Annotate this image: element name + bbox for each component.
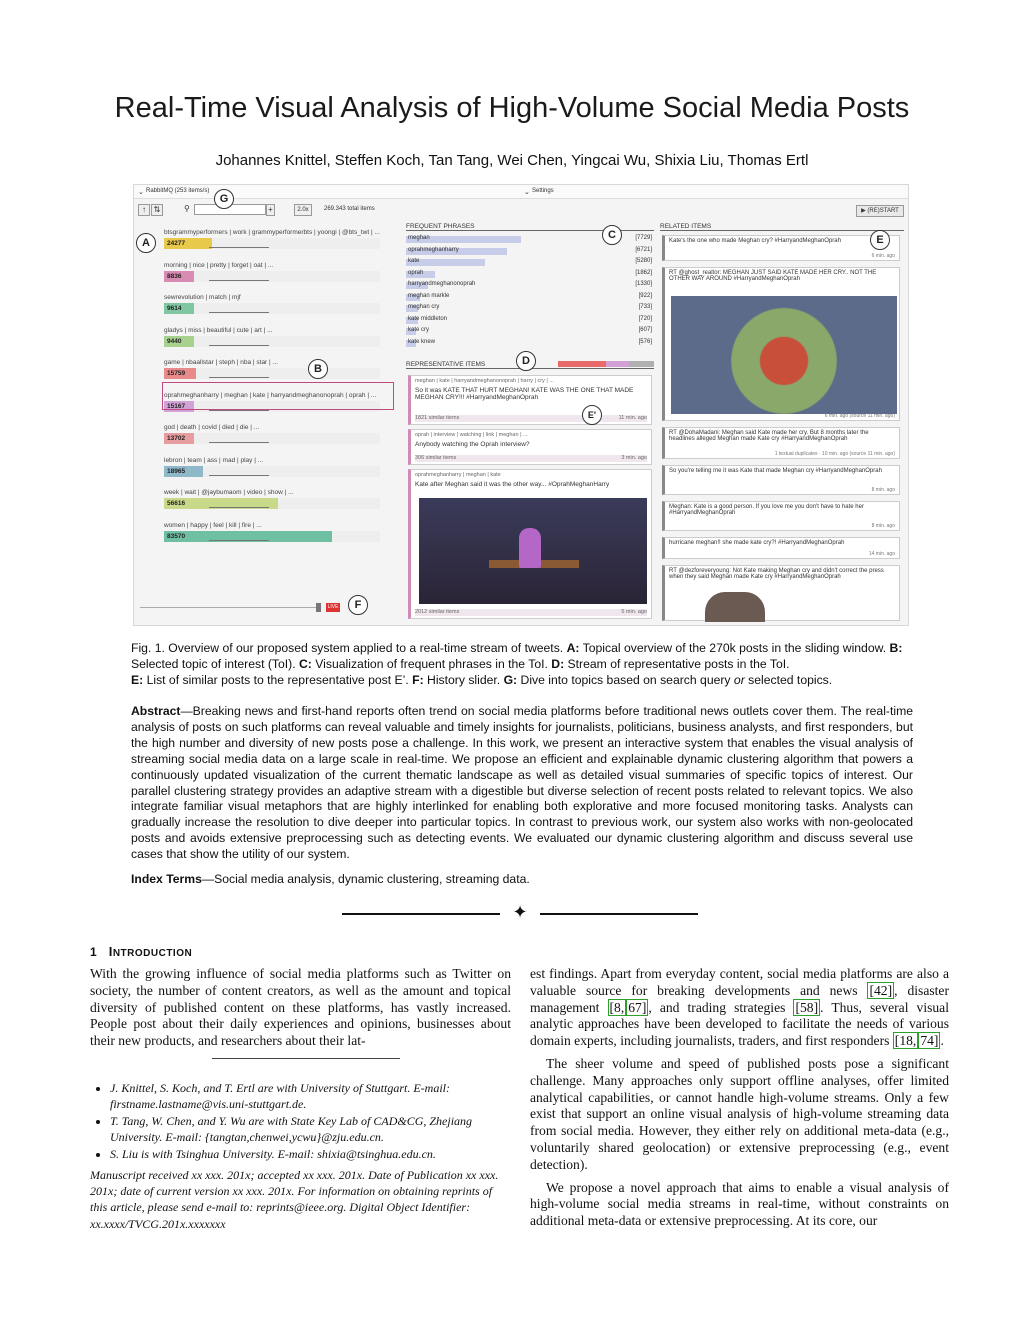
topic-sparkline — [209, 309, 269, 313]
phrase-text: meghan — [408, 235, 430, 241]
topic-count-bar: 18965 — [164, 466, 203, 477]
paragraph-2: The sheer volume and speed of published posts pose a significant challenge. Many approaches only support offline analyses, offer limited analytical capabilities, or cannot handle high-volume streams. Only a few exist that support an online visual analysis of high-volume streaming data from social media. However, they either rely on additional meta-data (e.g., voluntarily shared geolocation) or extensive preprocessing (e.g., event detection). — [530, 1055, 949, 1172]
phrase-count: [5280] — [635, 258, 652, 264]
post-keywords: oprah | interview | watching | link | meghan | ... — [415, 432, 528, 438]
frequent-phrases-header: FREQUENT PHRASES — [406, 223, 654, 231]
representative-post-3 — [408, 469, 652, 619]
topic-keywords: oprahmeghanharry | meghan | kate | harryandmeghanonoprah | oprah | ... — [164, 391, 377, 399]
topic-row — [164, 489, 384, 515]
paragraph-3: We propose a novel approach that aims to enable a visual analysis of high-volume social media streams in real-time, without constraints on additional meta-data or extensive preprocessing. At its core, our — [530, 1179, 949, 1229]
total-items-label: 269.343 total items — [324, 206, 375, 212]
abstract — [131, 704, 913, 863]
topic-count-bar: 83570 — [164, 531, 332, 542]
phrase-text: kate middleton — [408, 315, 448, 322]
section-title-first: I — [108, 944, 113, 959]
manuscript-note: Manuscript received xx xxx. 201x; accepted xx xxx. 201x. Date of Publication xx xxx. 201x; date of current version xx xxx. 201x. For information on obtaining reprints of this article, please send e-mail to: reprints@ieee.org. Digital Object Identifier: xx.xxxx/TVCG.201x.xxxxxxx — [90, 1168, 499, 1231]
phrase-count: [1330] — [635, 281, 652, 287]
post-time: 11 min. ago — [618, 415, 647, 421]
live-badge: LIVE — [327, 604, 339, 610]
settings-label: Settings — [532, 188, 554, 194]
figure-caption — [131, 640, 913, 688]
figure-number: Fig. 1. — [131, 641, 165, 655]
footnote-item: • J. Knittel, S. Koch, and T. Ertl are with University of Stuttgart. E-mail: firstname.lastname@vis.uni-stuttgart.de. — [110, 1080, 511, 1113]
topic-keywords: btsgrammyperformers | work | grammyperformerbts | yoongi | @bts_twt | ... — [164, 229, 380, 236]
phrase-row — [406, 304, 654, 313]
related-time: 14 min. ago — [868, 551, 895, 557]
topic-sparkline — [209, 244, 269, 248]
phrase-row — [406, 258, 654, 267]
related-text: RT @ghost_realtor: MEGHAN JUST SAID KATE MADE HER CRY.. NOT THE OTHER WAY AROUND #HarryandMeghanOprah — [669, 270, 877, 282]
similar-count: 2012 similar items — [415, 609, 460, 615]
zoom-level: 2.0x — [294, 204, 312, 216]
caption-b-key: B: — [889, 641, 903, 655]
post-keywords: oprahmeghanharry | meghan | kate — [415, 472, 501, 478]
related-item-2 — [662, 267, 900, 421]
caption-d: Stream of representative posts in the ToI. — [567, 657, 790, 671]
related-item-3 — [662, 427, 900, 459]
search-icon: ⚲ — [184, 204, 190, 213]
footnote-rule — [212, 1058, 400, 1059]
topic-sparkline — [209, 472, 269, 476]
topic-row — [164, 522, 384, 548]
related-text: hurricane meghan!! she made kate cry?! #HarryandMeghanOprah — [669, 540, 845, 546]
caption-d-key: D: — [551, 657, 565, 671]
topic-sparkline — [209, 537, 269, 541]
callout-a: A — [136, 233, 156, 253]
phrase-text: oprah — [408, 269, 424, 276]
topic-track — [164, 336, 380, 347]
topic-count-bar: 56616 — [164, 498, 278, 509]
representative-post-2 — [408, 429, 652, 465]
figure-topbar — [134, 185, 908, 199]
topic-row — [164, 424, 384, 450]
index-terms — [131, 871, 913, 887]
sort-down-icon: ⇅ — [151, 204, 163, 216]
topic-keywords: game | nbaallstar | steph | nba | star | ... — [164, 359, 278, 366]
phrase-row — [406, 247, 654, 256]
topic-track — [164, 368, 380, 379]
divider-line-left — [342, 913, 500, 915]
topic-sparkline — [209, 504, 269, 508]
text-run: , disaster management — [530, 982, 949, 1015]
phrase-row — [406, 293, 654, 302]
callout-g: G — [214, 189, 234, 209]
topic-count-bar: 13702 — [164, 433, 194, 444]
related-video-thumbnail — [705, 592, 765, 622]
related-time: 8 min. ago — [871, 487, 895, 493]
phrase-row — [406, 316, 654, 325]
related-item-6 — [662, 537, 900, 559]
chevron-down-icon: ⌄ — [138, 189, 144, 196]
section-divider — [342, 904, 698, 924]
figure-toolbar — [134, 203, 384, 217]
phrase-text: meghan cry — [408, 304, 440, 310]
author-list: Johannes Knittel, Steffen Koch, Tan Tang, Wei Chen, Yingcai Wu, Shixia Liu, Thomas Ertl — [215, 152, 809, 169]
citation-link[interactable]: [8, — [609, 999, 625, 1015]
phrase-text: harryandmeghanonoprah — [408, 281, 476, 287]
image-character — [519, 528, 541, 568]
topic-count-bar: 24277 — [164, 238, 212, 249]
citation-link[interactable]: 74] — [920, 1033, 939, 1049]
phrase-count: [576] — [638, 338, 652, 345]
teaser-figure — [133, 184, 909, 626]
topic-keywords: gladys | miss | beautiful | cute | art | ... — [164, 326, 273, 334]
index-terms-label: Index Terms — [131, 872, 202, 886]
related-text: Meghan: Kate is a good person. If you love me you don't have to hate her #HarryandMeghanOprah — [669, 504, 864, 516]
post-text: So it was KATE THAT HURT MEGHAN! KATE WAS THE ONE THAT MADE MEGHAN CRY!!! #HarryandMeghanOprah — [415, 387, 634, 401]
footnote-item: • S. Liu is with Tsinghua University. E-mail: shixia@tsinghua.edu.cn. — [110, 1146, 511, 1162]
related-item-4 — [662, 465, 900, 495]
topic-sparkline — [209, 439, 269, 443]
caption-b: Selected topic of interest (ToI). — [131, 657, 296, 671]
abstract-label: Abstract — [131, 704, 181, 718]
post-footer — [415, 609, 647, 616]
phrase-text: kate — [408, 258, 420, 264]
sort-up-icon: ↑ — [138, 204, 150, 216]
topic-keywords: lebron | team | ass | mad | play | ... — [164, 456, 264, 464]
topic-keywords: week | wait | @jaybumaom | video | show | ... — [164, 489, 294, 496]
phrase-text: kate knew — [408, 338, 436, 345]
caption-f-key: F: — [412, 673, 424, 687]
phrase-count: [7729] — [635, 235, 652, 241]
phrase-row — [406, 327, 654, 336]
history-slider — [140, 603, 340, 613]
caption-e-key: E: — [131, 673, 144, 687]
stream-source-label: RabbitMQ (253 items/s) — [146, 188, 210, 194]
post-text: Anybody watching the Oprah interview? — [415, 441, 530, 448]
index-terms-text: —Social media analysis, dynamic clustering, streaming data. — [201, 872, 530, 886]
topic-track — [164, 303, 380, 314]
similar-count: 306 similar items — [415, 455, 457, 461]
related-items-header: RELATED ITEMS — [660, 223, 904, 231]
slider-handle — [316, 603, 321, 612]
caption-a-key: A: — [566, 641, 580, 655]
topic-sparkline — [209, 342, 269, 346]
callout-b: B — [308, 359, 328, 379]
settings-chevron-icon: ⌄ — [524, 189, 530, 196]
topic-sparkline — [209, 374, 269, 378]
topic-keywords: god | death | covid | died | die | ... — [164, 424, 260, 431]
citation-link[interactable]: 67] — [628, 999, 647, 1015]
divider-line-right — [540, 913, 698, 915]
related-item-5 — [662, 501, 900, 531]
caption-a: Topical overview of the 270k posts in the sliding window. — [582, 641, 887, 655]
phrase-row — [406, 339, 654, 348]
similar-count: 1821 similar items — [415, 415, 460, 421]
related-time: 6 min. ago — [871, 253, 895, 259]
related-items-panel — [660, 208, 904, 621]
callout-e-prime: E' — [582, 405, 602, 425]
topic-keywords: women | happy | feel | kill | fire | ... — [164, 521, 262, 529]
related-time: 6 min. ago (source 11 min. ago) — [824, 413, 895, 419]
phrase-count: [6721] — [635, 246, 652, 253]
topic-overview — [134, 221, 394, 621]
caption-g2: selected topics. — [748, 673, 833, 687]
related-text: Kate's the one who made Meghan cry? #HarryandMeghanOprah — [669, 238, 841, 244]
phrase-count: [922] — [638, 292, 652, 299]
callout-f: F — [348, 595, 368, 615]
restart-label: (RE)START — [867, 208, 899, 214]
abstract-text: —Breaking news and first-hand reports often trend on social media platforms before traditional news outlets cover them. The real-time analysis of posts on such platforms can reveal valuable and timely insights for journalists, politicians, business analysts, and first responders, but the high number and diversity of new posts pose a challenge. In this work, we present an interactive system that enables the visual analysis of streaming social media data on a large scale in real-time. We propose an efficient and explainable dynamic clustering algorithm that powers a continuously updated visualization of the current thematic landscape as well as detailed visual summaries of specific topics of interest. Our parallel clustering strategy provides an adaptive stream with a digestible but diverse selection of recent posts related to relevant topics. We also integrate familiar visual metaphors that are highly interlinked for enabling both explorative and more focused monitoring tasks. Analysts can gradually increase the resolution to dive deeper into particular topics. In contrast to previous work, our system also works with non-geolocated posts and avoids extensive preprocessing such as detecting events. We evaluated our dynamic clustering algorithm and discuss several use cases that show the utility of our system. — [131, 704, 913, 862]
post-text: Kate after Meghan said it was the other way... #OprahMeghanHarry — [415, 481, 610, 488]
section-title-rest: NTRODUCTION — [112, 948, 193, 959]
add-icon: + — [266, 204, 275, 216]
related-text: RT @dezforeveryoung: Not Kate making Meghan cry and didn't correct the press when they said Meghan made Kate cry #HarryandMeghanOprah — [669, 568, 884, 580]
caption-intro: Overview of our proposed system applied to a real-time stream of tweets. — [168, 641, 564, 655]
post-time: 3 min. ago — [621, 455, 647, 461]
topic-sparkline — [209, 277, 269, 281]
representative-post-1 — [408, 375, 652, 425]
callout-e: E — [870, 230, 890, 250]
caption-e: List of similar posts to the representative post E’. — [146, 673, 409, 687]
related-item-1 — [662, 235, 900, 261]
phrase-count: [607] — [638, 327, 652, 333]
topic-count-bar: 9614 — [164, 303, 194, 314]
citation-link[interactable]: [18, — [894, 1033, 917, 1049]
callout-d: D — [516, 351, 536, 371]
text-run: , and trading strategies — [648, 999, 794, 1015]
divider-ornament-icon: ✦ — [512, 902, 528, 922]
phrase-row — [406, 281, 654, 290]
phrase-text: kate cry — [408, 327, 430, 333]
post-keywords: meghan | kate | harryandmeghanonoprah | harry | cry | ... — [415, 378, 554, 384]
related-time: 8 min. ago — [871, 523, 895, 529]
citation-link[interactable]: [42] — [869, 982, 893, 998]
representative-items-header: REPRESENTATIVE ITEMS — [406, 361, 654, 369]
caption-g1: Dive into topics based on search query — [520, 673, 731, 687]
related-time: 1 textual duplicates · 10 min. ago (source 11 min. ago) — [774, 451, 895, 457]
selected-topic-highlight — [162, 382, 394, 410]
topic-keywords: morning | nice | pretty | forget | oat | ... — [164, 261, 274, 269]
affiliation-footnotes — [90, 1080, 511, 1162]
topic-count-bar: 15759 — [164, 368, 196, 379]
caption-c-key: C: — [299, 657, 312, 671]
paragraph-1 — [530, 966, 949, 1050]
caption-g-or: or — [733, 673, 745, 687]
post-time: 5 min. ago — [621, 609, 647, 615]
citation-link[interactable]: [58] — [795, 999, 819, 1015]
caption-c: Visualization of frequent phrases in the ToI. — [315, 657, 548, 671]
phrase-and-representative-panel — [406, 221, 654, 621]
related-text: RT @DohaMadani: Meghan said Kate made her cry. But 8 months later the headlines alleged Meghan made Kate cry #HarryandMeghanOprah — [669, 430, 869, 442]
topic-count-bar: 8836 — [164, 271, 194, 282]
paper-title: Real-Time Visual Analysis of High-Volume Social Media Posts — [114, 92, 910, 124]
representative-color-strip — [558, 361, 654, 367]
footnote-item: • T. Tang, W. Chen, and Y. Wu are with State Key Lab of CAD&CG, Zhejiang University. E-mail: {tangtan,chenwei,ycwu}@zju.edu.cn. — [110, 1113, 511, 1146]
post-image — [419, 498, 647, 604]
topic-row — [164, 457, 384, 483]
text-run: . Thus, several visual analytic approaches have been developed to facilitate the needs of various domain experts, including journalists, traders, and first responders — [530, 999, 949, 1049]
topic-keywords: sewrevolution | match | mjf — [164, 294, 241, 301]
body-left-column: With the growing influence of social media platforms such as Twitter on society, the number of content creators, as well as the amount and topical diversity of published content on these platforms, has vastly increased. People post about their daily experiences and opinions, businesses about their new products, and researchers about their lat- — [90, 966, 511, 1049]
phrase-count: [1862] — [635, 269, 652, 276]
topic-track — [164, 271, 380, 282]
related-meme-image — [671, 296, 897, 414]
topic-count-bar: 9440 — [164, 336, 194, 347]
topic-track — [164, 433, 380, 444]
section-number: 1 — [90, 945, 98, 959]
phrase-count: [733] — [638, 304, 652, 310]
phrase-text: meghan markle — [408, 292, 450, 299]
caption-f: History slider. — [427, 673, 501, 687]
body-right-column — [530, 966, 949, 1236]
text-run: . — [940, 1033, 944, 1049]
callout-c: C — [602, 225, 622, 245]
text-run: est findings. Apart from everyday content, social media platforms are also a valuable source for breaking developments and news — [530, 966, 949, 998]
phrase-row — [406, 270, 654, 279]
related-text: So you're telling me it was Kate that made Meghan cry #HarryandMeghanOprah — [669, 468, 882, 474]
phrase-text: oprahmeghanharry — [408, 246, 459, 253]
topic-row — [164, 327, 384, 353]
related-item-7 — [662, 565, 900, 621]
restart-button: ▶ (RE)START — [856, 205, 904, 217]
topic-row — [164, 229, 384, 255]
topic-row — [164, 262, 384, 288]
post-footer — [415, 455, 647, 462]
topic-row — [164, 294, 384, 320]
phrase-count: [720] — [638, 315, 652, 322]
caption-g-key: G: — [503, 673, 518, 687]
section-heading — [90, 944, 192, 959]
slider-track — [140, 607, 316, 608]
post-footer — [415, 415, 647, 422]
topic-count-bar: 15167 — [164, 401, 194, 412]
